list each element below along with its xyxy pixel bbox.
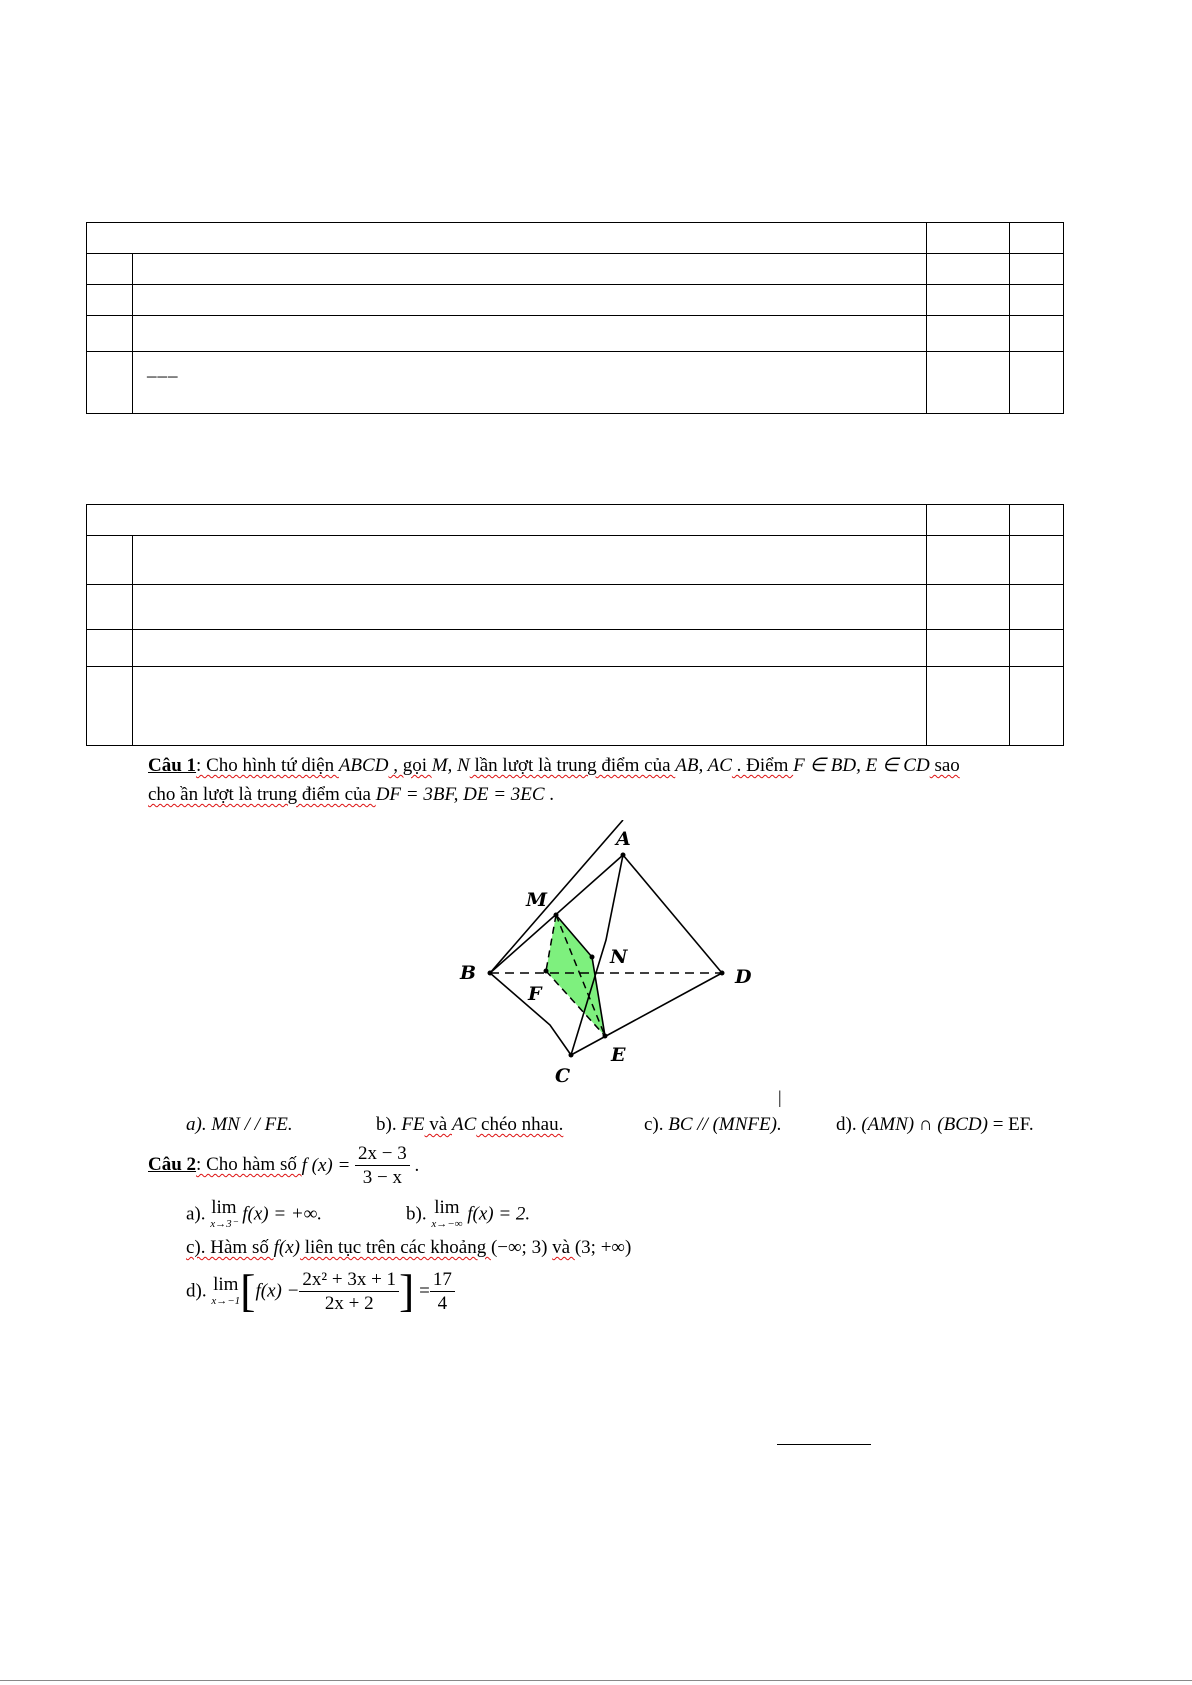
q2-option-b: b). lim x→−∞ f(x) = 2.	[406, 1197, 531, 1230]
q2-function-fraction: $\frac{2x - 3}{3 - x}$	[355, 1144, 410, 1187]
label-b: B	[460, 962, 477, 984]
table-fraction-line: ___	[147, 359, 179, 380]
label-m: M	[526, 889, 548, 911]
question-1-line-1: Câu 1: Cho hình tứ diện ABCD , gọi M, N lần lượt là trung điểm của AB, AC . Điểm F ∈ BD, E ∈ CD sao	[148, 755, 960, 776]
point-d	[720, 971, 725, 976]
point-f	[544, 969, 549, 974]
question-2-line: Câu 2: Cho hàm số f (x) = $\frac{2x - 3}{3 - x}$ .	[148, 1143, 420, 1188]
limit-operator: lim x→3⁻	[210, 1197, 238, 1230]
tetrahedron-figure	[440, 820, 780, 1090]
table-row	[87, 285, 1064, 316]
question-1-label: Câu 1	[148, 755, 197, 776]
label-c: C	[555, 1065, 571, 1087]
question-2-label: Câu 2	[148, 1153, 197, 1175]
q1-option-a: a). MN / / FE.	[186, 1114, 293, 1135]
point-m	[554, 913, 559, 918]
point-n	[590, 955, 595, 960]
label-f: F	[528, 983, 542, 1005]
cursor-mark: |	[778, 1087, 782, 1107]
table-row	[87, 352, 1064, 414]
label-d: D	[735, 966, 752, 988]
q2-option-c: c). Hàm số f(x) liên tục trên các khoảng (−∞; 3) và (3; +∞)	[186, 1237, 632, 1258]
label-n: N	[610, 946, 628, 968]
left-bracket: [	[240, 1265, 256, 1316]
table-row	[87, 505, 1064, 536]
q1-option-d: d). (AMN) ∩ (BCD) = EF.	[836, 1114, 1034, 1135]
q2-option-d: d). lim x→−1 [f(x) − $\frac{\text{2x² + 3x + 1}}{2x + 2}$ ] = $\frac{17}{4}$	[186, 1268, 455, 1314]
table-row	[87, 667, 1064, 746]
point-e	[603, 1034, 608, 1039]
right-bracket: ]	[399, 1265, 415, 1316]
limit-operator: lim x→−∞	[431, 1197, 463, 1230]
q2-option-a: a). lim x→3⁻ f(x) = +∞.	[186, 1197, 323, 1230]
q1-option-c: c). BC // (MNFE).	[644, 1114, 782, 1135]
table-row	[87, 254, 1064, 285]
footer-rule	[0, 1680, 1192, 1681]
label-a: A	[616, 828, 631, 850]
edge-ad	[623, 855, 722, 973]
point-a	[621, 853, 626, 858]
question-1-line-2: cho ần lượt là trung điểm của DF = 3BF, DE = 3EC .	[148, 784, 555, 805]
section-mnfe	[546, 915, 605, 1036]
point-b	[488, 971, 493, 976]
empty-table-2	[86, 504, 1064, 746]
table-row	[87, 536, 1064, 585]
table-row	[87, 316, 1064, 352]
empty-table-1	[86, 222, 1064, 414]
label-e: E	[611, 1044, 626, 1066]
q2-inner-fraction: $\frac{\text{2x² + 3x + 1}}{2x + 2}$	[299, 1270, 399, 1313]
table-row	[87, 585, 1064, 630]
limit-operator: lim x→−1	[211, 1274, 241, 1307]
q1-option-b: b). FE và AC chéo nhau.	[376, 1114, 564, 1135]
q2-result-fraction: $\frac{17}{4}$	[430, 1270, 455, 1313]
short-rule	[777, 1444, 871, 1445]
table-row	[87, 630, 1064, 667]
point-c	[569, 1053, 574, 1058]
table-row	[87, 223, 1064, 254]
